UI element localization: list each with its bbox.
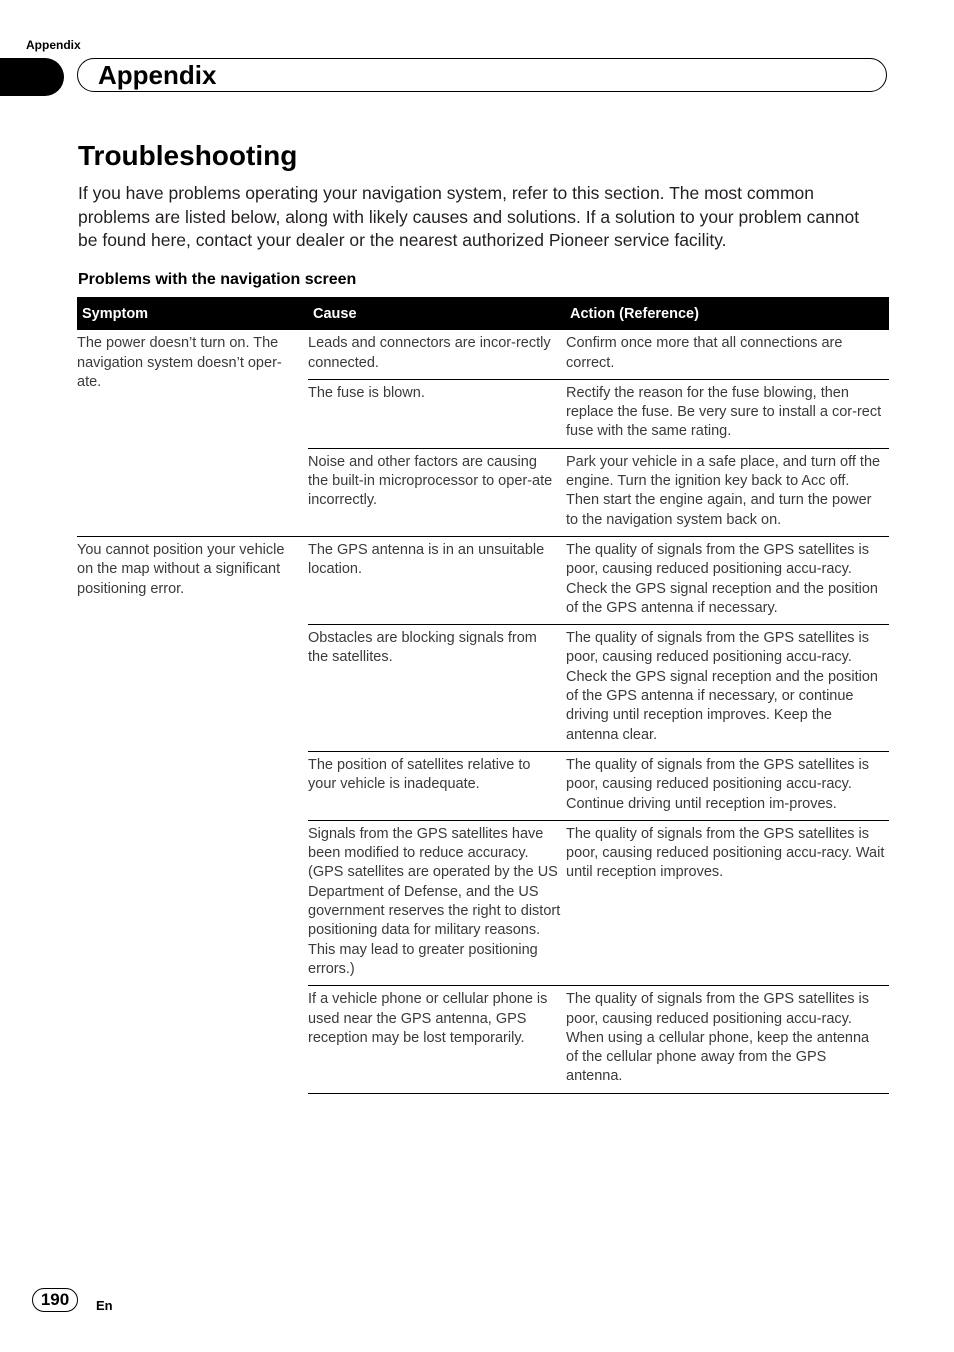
cause-cell: Leads and connectors are incor-rectly connected. xyxy=(308,335,551,371)
action-cell: The quality of signals from the GPS satellites is poor, causing reduced positioning accu-racy. Continue driving until reception im-proves. xyxy=(565,751,889,820)
action-cell: Confirm once more that all connections are correct. xyxy=(566,335,843,371)
section-banner xyxy=(77,58,887,92)
table-row xyxy=(77,330,889,379)
cause-cell: Obstacles are blocking signals from the satellites. xyxy=(308,625,565,752)
action-cell: Rectify the reason for the fuse blowing, then replace the fuse. Be very sure to install a cor-rect fuse with the same rating. xyxy=(565,379,889,448)
symptom-cell: The power doesn’t turn on. The navigation system doesn’t oper-ate. xyxy=(77,335,282,390)
cause-cell: The GPS antenna is in an unsuitable location. xyxy=(308,536,565,624)
intro-paragraph: If you have problems operating your navigation system, refer to this section. The most common problems are listed below, along with likely causes and solutions. If a solution to your problem cannot be found here, contact your dealer or the nearest authorized Pioneer service facility. xyxy=(78,183,860,250)
section-title: Appendix xyxy=(98,60,217,90)
action-cell: The quality of signals from the GPS satellites is poor, causing reduced positioning accu-racy. When using a cellular phone, keep the antenna of the cellular phone away from the GPS antenna. xyxy=(565,986,889,1093)
page-title: Troubleshooting xyxy=(78,140,298,171)
running-header-label: Appendix xyxy=(26,38,81,52)
table-header-row xyxy=(77,297,889,330)
section-tab-marker xyxy=(0,58,64,96)
cause-cell: Signals from the GPS satellites have been modified to reduce accuracy. (GPS satellites are operated by the US Department of Defense, and the US government reserves the right to distort positioning data for military reasons. This may lead to greater positioning errors.) xyxy=(308,820,565,985)
column-header-cause: Cause xyxy=(308,297,565,330)
page-number: 190 xyxy=(32,1288,78,1312)
cause-cell: The position of satellites relative to your vehicle is inadequate. xyxy=(308,751,565,820)
cause-cell: The fuse is blown. xyxy=(308,379,565,448)
action-cell: The quality of signals from the GPS satellites is poor, causing reduced positioning accu-racy. Check the GPS signal reception and the position of the GPS antenna if necessary, or continue driving until reception improves. Keep the antenna clear. xyxy=(565,625,889,752)
troubleshooting-table xyxy=(77,297,889,1094)
table-row xyxy=(77,536,889,624)
action-cell: Park your vehicle in a safe place, and turn off the engine. Turn the ignition key back to Acc off. Then start the engine again, and turn the power to the navigation system back on. xyxy=(565,448,889,536)
symptom-cell: You cannot position your vehicle on the map without a significant positioning error. xyxy=(77,536,308,1093)
action-cell: The quality of signals from the GPS satellites is poor, causing reduced positioning accu-racy. Check the GPS signal reception and the position of the GPS antenna if necessary. xyxy=(565,536,889,624)
table-subheading: Problems with the navigation screen xyxy=(78,271,357,288)
action-cell: The quality of signals from the GPS satellites is poor, causing reduced positioning accu-racy. Wait until reception improves. xyxy=(565,820,889,985)
column-header-action: Action (Reference) xyxy=(565,297,889,330)
cause-cell: Noise and other factors are causing the built-in microprocessor to oper-ate incorrectly. xyxy=(308,448,565,536)
language-code: En xyxy=(96,1298,113,1313)
column-header-symptom: Symptom xyxy=(77,297,308,330)
cause-cell: If a vehicle phone or cellular phone is used near the GPS antenna, GPS reception may be lost temporarily. xyxy=(308,986,565,1093)
